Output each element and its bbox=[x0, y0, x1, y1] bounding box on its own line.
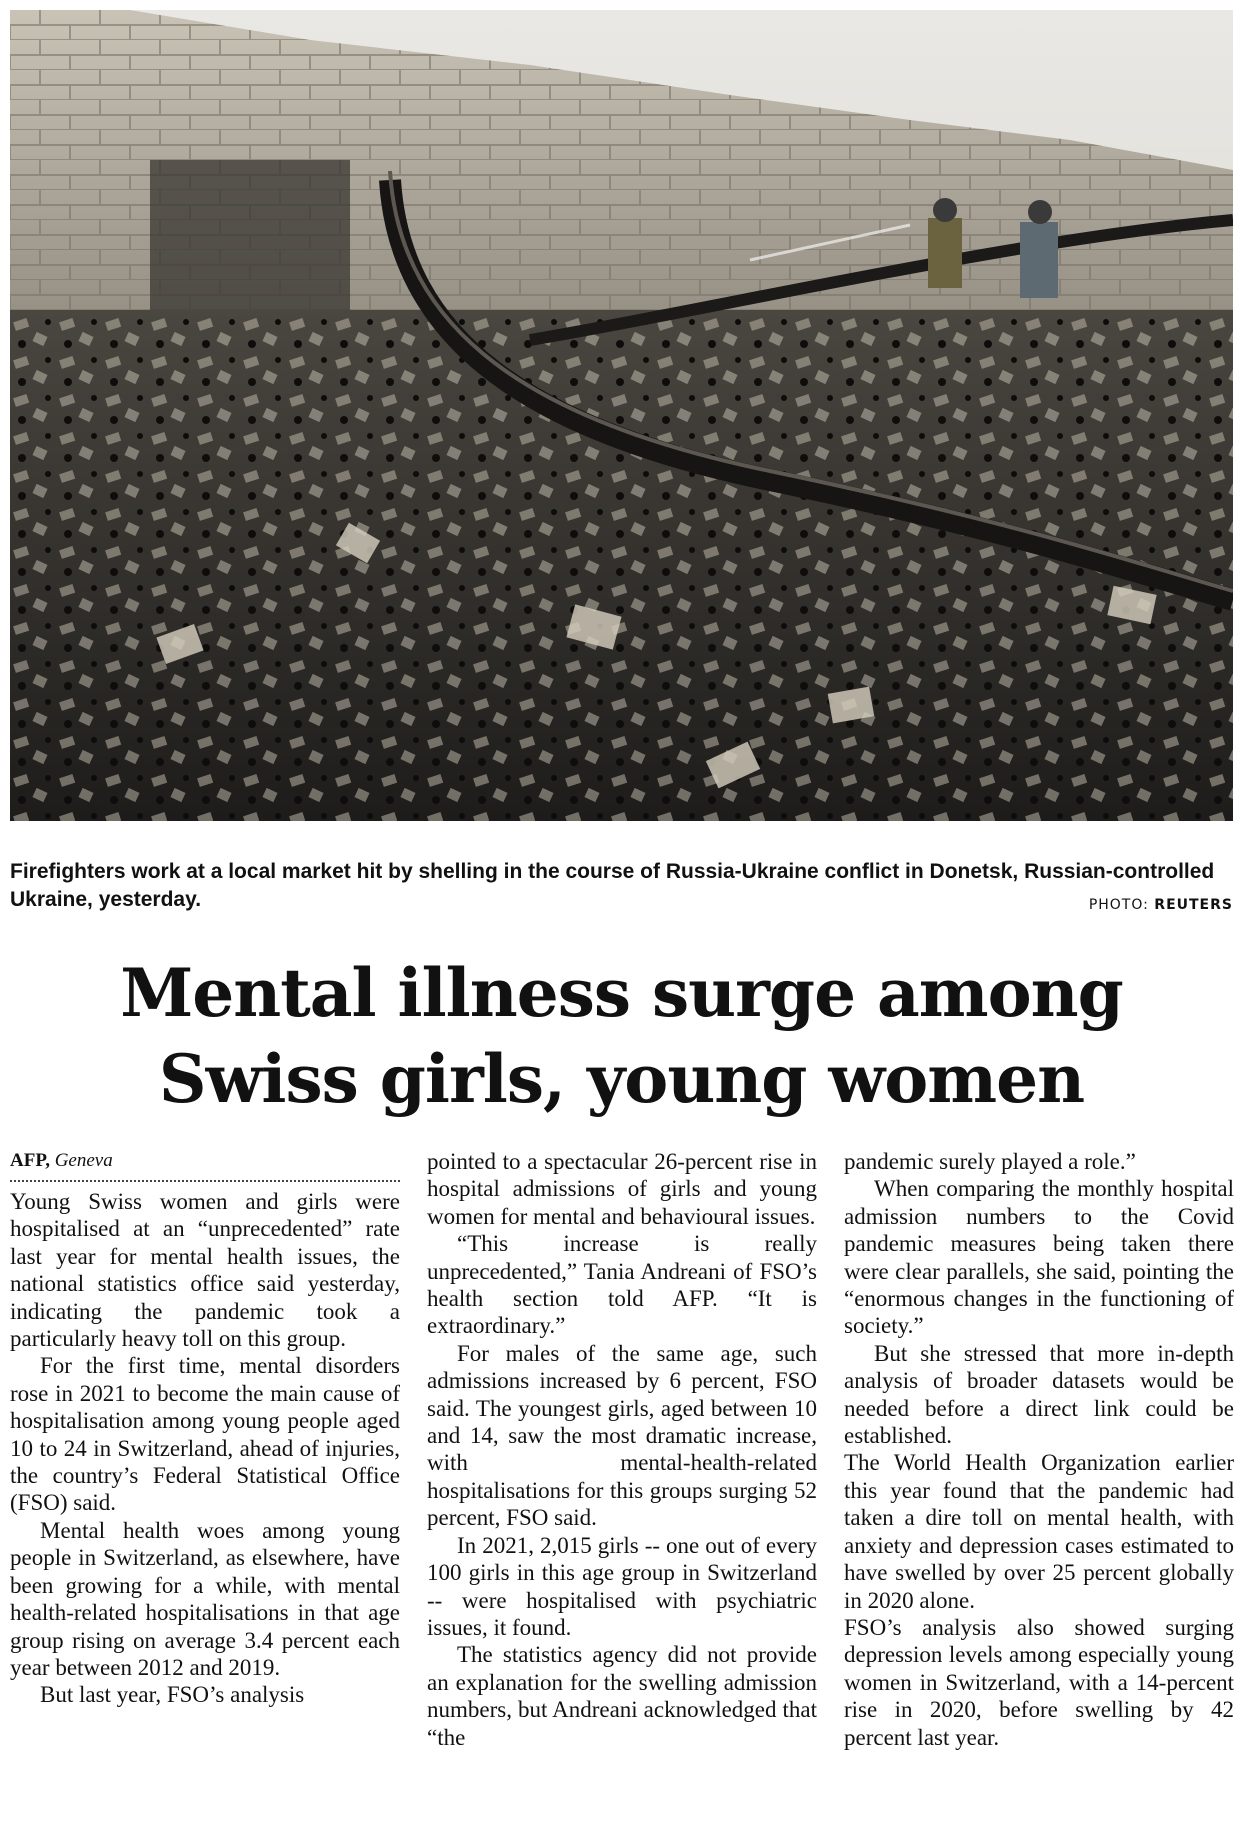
photo-credit-label: PHOTO: bbox=[1088, 897, 1149, 913]
byline-source: AFP, bbox=[10, 1150, 50, 1171]
article-paragraph: But she stressed that more in-depth analysis of broader datasets would be needed before a direct link could be established. bbox=[844, 1340, 1234, 1449]
byline bbox=[10, 1148, 400, 1182]
photo-credit-source: REUTERS bbox=[1154, 897, 1233, 913]
article-paragraph: Mental health woes among young people in Switzerland, as elsewhere, have been growing for a while, with mental health-related hospitalisations in that age group rising on average 3.4 percent each year between 2012 and 2019. bbox=[10, 1517, 400, 1680]
article-paragraph: pointed to a spectacular 26-percent rise in hospital admissions of girls and young women for mental and behavioural issues. bbox=[427, 1149, 817, 1229]
burned-market-photo bbox=[10, 10, 1233, 821]
article-paragraph: But last year, FSO’s analysis bbox=[40, 1682, 305, 1708]
article-column-3 bbox=[844, 1148, 1234, 1818]
article-paragraph: “This increase is really unprecedented,” Tania Andreani of FSO’s health section told AFP. “It is extraordinary.” bbox=[427, 1231, 817, 1339]
news-photo bbox=[10, 10, 1233, 821]
headline-line-2: Swiss girls, young women bbox=[158, 1040, 1085, 1118]
article-column-2 bbox=[427, 1148, 817, 1818]
article-paragraph: The statistics agency did not provide an explanation for the swelling admission numbers, but Andreani acknowledged that “the bbox=[427, 1642, 817, 1750]
article-paragraph: Young Swiss women and girls were hospitalised at an “unprecedented” rate last year for mental health issues, the national statistics office said yesterday, indicating the pandemic took a particularly heavy toll on this group. bbox=[10, 1189, 400, 1352]
article-paragraph: When comparing the monthly hospital admission numbers to the Covid pandemic measures being taken there were clear parallels, she said, pointing the “enormous changes in the functioning of society.” bbox=[844, 1176, 1234, 1339]
article-paragraph: For the first time, mental disorders rose in 2021 to become the main cause of hospitalisation among young people aged 10 to 24 in Switzerland, ahead of injuries, the country’s Federal Statistical Office (FSO) said. bbox=[10, 1353, 400, 1516]
article-paragraph: For males of the same age, such admissions increased by 6 percent, FSO said. The youngest girls, aged between 10 and 14, saw the most dramatic increase, with mental-health-related hospitalisations for this groups surging 52 percent, FSO said. bbox=[427, 1340, 817, 1531]
article-paragraph: pandemic surely played a role.” bbox=[844, 1149, 1136, 1174]
headline-line-1: Mental illness surge among bbox=[120, 954, 1123, 1032]
photo-credit bbox=[1089, 897, 1233, 913]
firefighter-figure-1 bbox=[928, 198, 962, 288]
article-headline bbox=[10, 950, 1233, 1122]
article-column-1 bbox=[10, 1148, 400, 1818]
article-paragraph: The World Health Organization earlier this year found that the pandemic had taken a dire toll on mental health, with anxiety and depression cases estimated to have swelled by over 25 percent globally in 2020 alone. bbox=[844, 1450, 1234, 1613]
photo-caption: Firefighters work at a local market hit by shelling in the course of Russia-Ukraine conflict in Donetsk, Russian-controlled Ukraine, yesterday. bbox=[10, 860, 1215, 911]
article-paragraph: In 2021, 2,015 girls -- one out of every 100 girls in this age group in Switzerland -- were hospitalised with psychiatric issues, it found. bbox=[427, 1532, 817, 1640]
article-paragraph: FSO’s analysis also showed surging depression levels among especially young women in Switzerland, with a 14-percent rise in 2020, before swelling by 42 percent last year. bbox=[844, 1614, 1234, 1750]
byline-location: Geneva bbox=[54, 1150, 113, 1171]
